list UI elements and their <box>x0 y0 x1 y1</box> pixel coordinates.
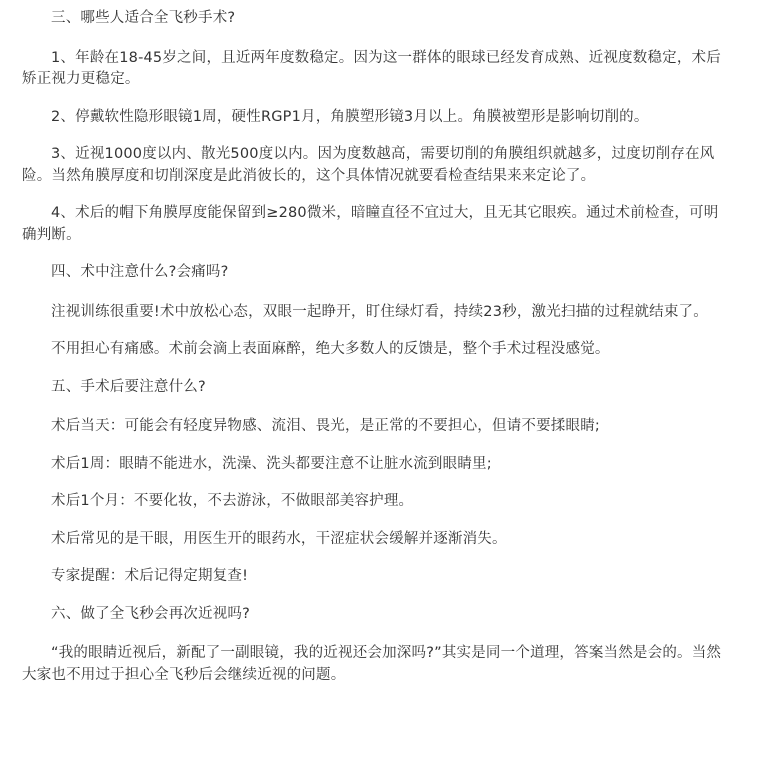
paragraph-one-week: 术后1周：眼睛不能进水，洗澡、洗头都要注意不让脏水流到眼睛里; <box>51 455 492 472</box>
paragraph-contact-lens: 2、停戴软性隐形眼镜1周，硬性RGP1月，角膜塑形镜3月以上。角膜被塑形是影响切削的。 <box>51 108 649 125</box>
section-heading-5: 五、手术后要注意什么? <box>51 378 206 395</box>
section-heading-6: 六、做了全飞秒会再次近视吗? <box>51 605 250 622</box>
section-heading-3: 三、哪些人适合全飞秒手术? <box>51 10 236 26</box>
paragraph-myopia-range: 3、近视1000度以内、散光500度以内。因为度数越高，需要切削的角膜组织就越多，过度切削存在风险。当然角膜厚度和切削深度是此消彼长的，这个具体情况就要看检查结果来来定论了。 <box>22 146 715 184</box>
paragraph-no-pain: 不用担心有痛感。术前会滴上表面麻醉，绝大多数人的反馈是，整个手术过程没感觉。 <box>51 341 610 357</box>
paragraph-corneal-thickness: 4、术后的帽下角膜厚度能保留到≥280微米，暗瞳直径不宜过大，且无其它眼疾。通过术前检查，可明确判断。 <box>22 205 719 243</box>
section-heading-4: 四、术中注意什么?会痛吗? <box>51 264 229 280</box>
paragraph-dry-eye: 术后常见的是干眼，用医生开的眼药水，干涩症状会缓解并逐渐消失。 <box>51 530 507 547</box>
paragraph-fixation-training: 注视训练很重要!术中放松心态，双眼一起睁开，盯住绿灯看，持续23秒，激光扫描的过程就结束了。 <box>51 303 708 320</box>
paragraph-recurrence: “我的眼睛近视后，新配了一副眼镜，我的近视还会加深吗?”其实是同一个道理，答案当然是会的。当然大家也不用过于担心全飞秒后会继续近视的问题。 <box>22 645 722 683</box>
paragraph-same-day: 术后当天：可能会有轻度异物感、流泪、畏光，是正常的不要担心，但请不要揉眼睛; <box>51 418 600 434</box>
paragraph-one-month: 术后1个月：不要化妆，不去游泳，不做眼部美容护理。 <box>51 493 414 509</box>
paragraph-expert-tip: 专家提醒：术后记得定期复查! <box>51 568 249 584</box>
paragraph-age-requirement: 1、年龄在18-45岁之间，且近两年度数稳定。因为这一群体的眼球已经发育成熟、近视度数稳定，术后矫正视力更稳定。 <box>22 49 721 87</box>
